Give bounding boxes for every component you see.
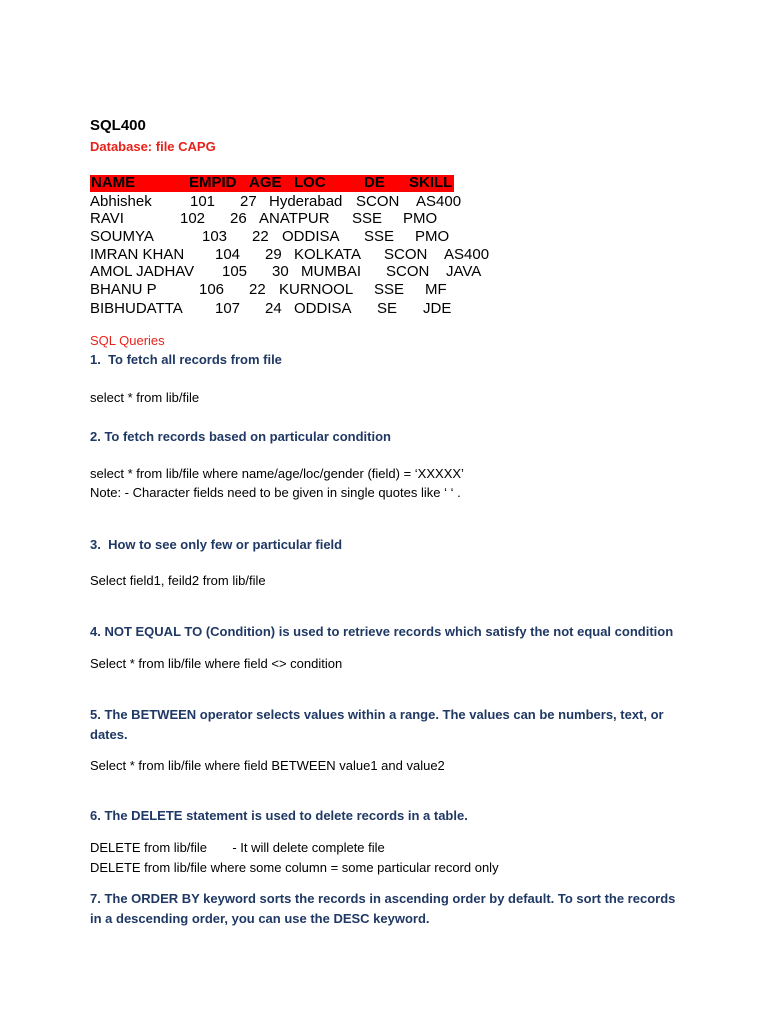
header-age: AGE	[249, 174, 282, 191]
section-title: SQL Queries	[90, 333, 165, 348]
query-heading-5: 5. The BETWEEN operator selects values within a range. The values can be numbers, text, or	[90, 707, 664, 722]
query-heading-1: 1. To fetch all records from file	[90, 352, 282, 367]
query-heading-7: 7. The ORDER BY keyword sorts the records in ascending order by default. To sort the records	[90, 891, 676, 906]
header-loc: LOC	[294, 174, 326, 191]
table-row: RAVI 102 26 ANATPUR SSE PMO	[90, 210, 438, 227]
table-row: IMRAN KHAN 104 29 KOLKATA SCON AS400	[90, 246, 490, 263]
header-empid: EMPID	[189, 174, 237, 191]
query-body: DELETE from lib/file - It will delete complete file	[90, 840, 385, 855]
table-row: BHANU P 106 22 KURNOOL SSE MF	[90, 281, 447, 298]
query-heading-5-cont: dates.	[90, 727, 128, 742]
database-label: Database: file CAPG	[90, 139, 216, 154]
query-body: DELETE from lib/file where some column = some particular record only	[90, 860, 499, 875]
table-row: AMOL JADHAV 105 30 MUMBAI SCON JAVA	[90, 263, 482, 280]
table-row: SOUMYA 103 22 ODDISA SSE PMO	[90, 228, 450, 245]
query-heading-6: 6. The DELETE statement is used to delete records in a table.	[90, 808, 468, 823]
query-heading-2: 2. To fetch records based on particular condition	[90, 429, 391, 444]
table-row: BIBHUDATTA 107 24 ODDISA SE JDE	[90, 300, 452, 317]
table-header-row	[0, 174, 768, 192]
table-row: Abhishek 101 27 Hyderabad SCON AS400	[90, 193, 462, 210]
query-note: Note: - Character fields need to be given in single quotes like ‘ ‘ .	[90, 485, 461, 500]
query-body: select * from lib/file	[90, 390, 200, 405]
header-name: NAME	[91, 174, 136, 191]
query-heading-3: 3. How to see only few or particular field	[90, 537, 343, 552]
query-body: select * from lib/file where name/age/loc/gender (field) = ‘XXXXX’	[90, 466, 464, 481]
header-de: DE	[364, 174, 385, 191]
query-body: Select field1, feild2 from lib/file	[90, 573, 266, 588]
query-body: Select * from lib/file where field <> condition	[90, 656, 343, 671]
query-body: Select * from lib/file where field BETWEEN value1 and value2	[90, 758, 445, 773]
doc-title: SQL400	[90, 117, 146, 134]
header-skill: SKILL	[409, 174, 453, 191]
query-heading-4: 4. NOT EQUAL TO (Condition) is used to retrieve records which satisfy the not equal condition	[90, 624, 674, 639]
query-heading-7-cont: in a descending order, you can use the DESC keyword.	[90, 911, 430, 926]
